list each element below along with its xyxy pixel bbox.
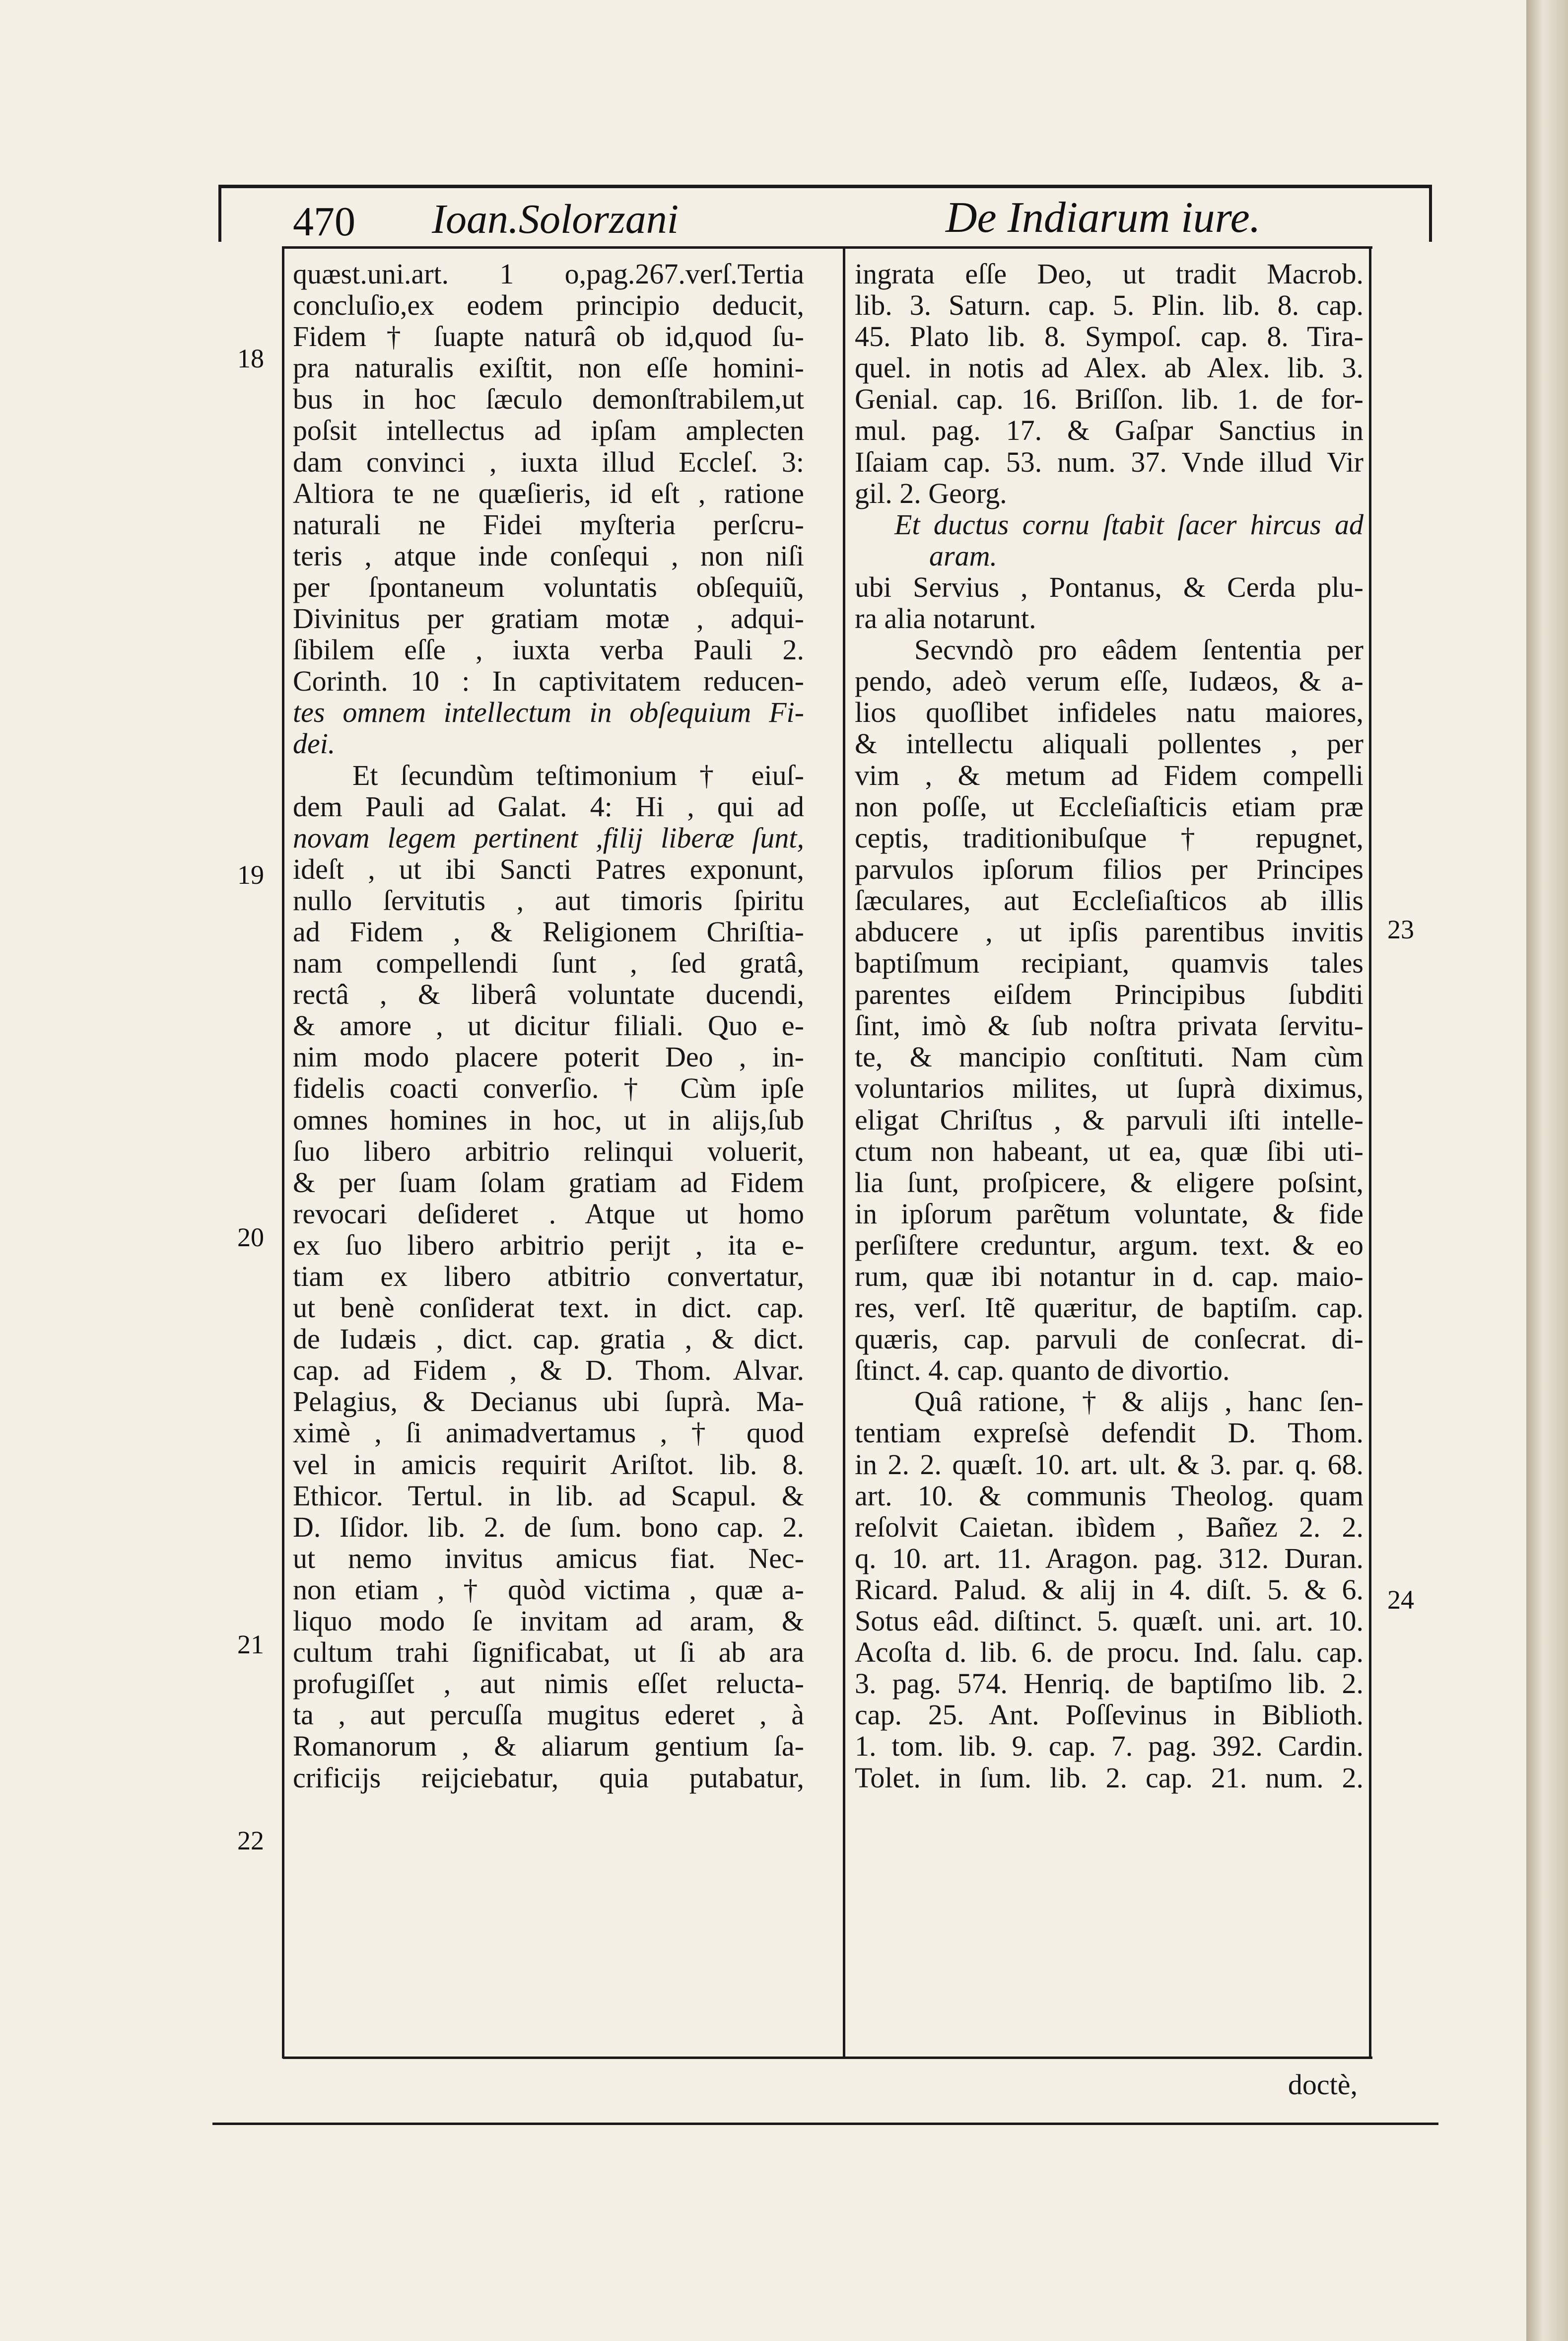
left-column-line: naturali ne Fidei myſteria perſcru-	[293, 508, 804, 541]
left-column-line: teris , atque inde conſequi , non niſi	[293, 539, 804, 572]
page-number: 470	[293, 199, 355, 245]
left-column-line: dei.	[293, 727, 336, 760]
left-column-line: profugiſſet , aut nimis eſſet relucta-	[293, 1667, 804, 1700]
margin-number-24: 24	[1387, 1585, 1414, 1615]
right-column-line: parentes eiſdem Principibus ſubditi	[855, 978, 1363, 1011]
frame-left-rule	[282, 246, 284, 2058]
right-column-line: ctum non habeant, ut ea, quæ ſibi uti-	[855, 1135, 1363, 1167]
right-column-line: ingrata eſſe Deo, ut tradit Macrob.	[855, 258, 1363, 290]
right-column-line: abducere , ut ipſis parentibus invitis	[855, 915, 1363, 948]
right-column-line: ubi Servius , Pontanus, & Cerda plu-	[855, 570, 1363, 603]
left-column-line: D. Iſidor. lib. 2. de ſum. bono cap. 2.	[293, 1510, 804, 1543]
left-column-line: tes omnem intellectum in obſequium Fi-	[293, 696, 804, 729]
left-column-line: Fidem † ſuapte naturâ ob id,quod ſu-	[293, 320, 804, 353]
left-column-line: Ethicor. Tertul. in lib. ad Scapul. &	[293, 1479, 804, 1512]
right-column-line: art. 10. & communis Theolog. quam	[855, 1479, 1363, 1512]
left-column-line: & per ſuam ſolam gratiam ad Fidem	[293, 1166, 804, 1199]
left-column-line: fidelis coacti converſio. † Cùm ipſe	[293, 1072, 804, 1105]
frame-right-rule	[1369, 246, 1371, 2058]
right-column-line: voluntarios milites, ut ſuprà diximus,	[855, 1072, 1363, 1105]
left-column-line: Divinitus per gratiam motæ , adqui-	[293, 602, 804, 635]
header-left-bracket	[218, 185, 221, 242]
right-column-line: perſiſtere creduntur, argum. text. & eo	[855, 1228, 1363, 1261]
right-column-line: 45. Plato lib. 8. Sympoſ. cap. 8. Tira-	[855, 320, 1363, 353]
right-column-line: Quâ ratione, † & alijs , hanc ſen-	[914, 1385, 1363, 1418]
left-column-line: cap. ad Fidem , & D. Thom. Alvar.	[293, 1354, 804, 1387]
right-column-line: mul. pag. 17. & Gaſpar Sanctius in	[855, 414, 1363, 447]
left-column-line: ut benè conſiderat text. in dict. cap.	[293, 1291, 804, 1324]
right-column-line: 3. pag. 574. Henriq. de baptiſmo lib. 2.	[855, 1667, 1363, 1700]
right-column-line: eligat Chriſtus , & parvuli iſti intelle-	[855, 1103, 1363, 1136]
margin-number-21: 21	[237, 1630, 264, 1659]
left-column-line: non etiam , † quòd victima , quæ a-	[293, 1573, 804, 1606]
right-column-line: ceptis, traditionibuſque † repugnet,	[855, 821, 1363, 854]
right-column-line: rum, quæ ibi notantur in d. cap. maio-	[855, 1260, 1363, 1292]
left-column-line: ta , aut percuſſa mugitus ederet , à	[293, 1699, 804, 1731]
right-column-line: Secvndò pro eâdem ſententia per	[914, 634, 1363, 666]
running-head-author: Ioan.Solorzani	[432, 196, 679, 242]
margin-number-19: 19	[237, 860, 264, 890]
catchword: doctè,	[1288, 2068, 1358, 2101]
right-column-line: Tolet. in ſum. lib. 2. cap. 21. num. 2.	[855, 1761, 1363, 1794]
left-column-line: nam compellendi ſunt , ſed gratâ,	[293, 947, 804, 980]
right-column-line: Et ductus cornu ſtabit ſacer hircus ad	[894, 508, 1363, 541]
right-column-line: in 2. 2. quæſt. 10. art. ult. & 3. par. q. 68.	[855, 1448, 1363, 1481]
right-column-line: reſolvit Caietan. ibìdem , Bañez 2. 2.	[855, 1510, 1363, 1543]
right-column-line: Sotus eâd. diſtinct. 5. quæſt. uni. art. 10.	[855, 1605, 1363, 1637]
margin-number-18: 18	[237, 344, 264, 373]
left-column-line: crificijs reijciebatur, quia putabatur,	[293, 1761, 804, 1794]
left-column-line: tiam ex libero atbitrio convertatur,	[293, 1260, 804, 1292]
right-column-line: Acoſta d. lib. 6. de procu. Ind. ſalu. cap.	[855, 1636, 1363, 1669]
left-column	[293, 258, 804, 1793]
left-column-line: cultum trahi ſignificabat, ut ſi ab ara	[293, 1636, 804, 1669]
right-column-line: cap. 25. Ant. Poſſevinus in Biblioth.	[855, 1699, 1363, 1731]
left-column-line: ſibilem eſſe , iuxta verba Pauli 2.	[293, 634, 804, 666]
right-column-line: 1. tom. lib. 9. cap. 7. pag. 392. Cardin.	[855, 1730, 1363, 1763]
left-column-line: poſsit intellectus ad ipſam amplecten	[293, 414, 804, 447]
left-column-line: bus in hoc ſæculo demonſtrabilem,ut	[293, 383, 804, 416]
left-column-line: Et ſecundùm teſtimonium † eiuſ-	[352, 759, 804, 791]
left-column-line: pra naturalis exiſtit, non eſſe homini-	[293, 352, 804, 384]
left-column-line: per ſpontaneum voluntatis obſequiũ,	[293, 570, 804, 603]
right-column-line: lios quoſlibet infideles natu maiores,	[855, 696, 1363, 729]
right-column-line: ſæculares, aut Eccleſiaſticos ab illis	[855, 884, 1363, 917]
right-column-line: baptiſmum recipiant, quamvis tales	[855, 947, 1363, 980]
right-column-line: lia ſunt, proſpicere, & eligere poſsint,	[855, 1166, 1363, 1199]
left-column-line: vel in amicis requirit Ariſtot. lib. 8.	[293, 1448, 804, 1481]
right-column-line: vim , & metum ad Fidem compelli	[855, 759, 1363, 791]
left-column-line: ut nemo invitus amicus fiat. Nec-	[293, 1542, 804, 1574]
book-spine-edge	[1526, 0, 1568, 2341]
left-column-line: & amore , ut dicitur filiali. Quo e-	[293, 1009, 804, 1042]
left-column-line: ſuo libero arbitrio relinqui voluerit,	[293, 1135, 804, 1167]
right-column-line: non poſſe, ut Eccleſiaſticis etiam præ	[855, 790, 1363, 823]
left-column-line: Altiora te ne quæſieris, id eſt , ratione	[293, 477, 804, 509]
left-column-line: revocari deſideret . Atque ut homo	[293, 1197, 804, 1230]
left-column-line: dem Pauli ad Galat. 4: Hi , qui ad	[293, 790, 804, 823]
left-column-line: ex ſuo libero arbitrio perijt , ita e-	[293, 1228, 804, 1261]
left-column-line: nullo ſervitutis , aut timoris ſpiritu	[293, 884, 804, 917]
right-column-line: q. 10. art. 11. Aragon. pag. 312. Duran.	[855, 1542, 1363, 1574]
left-column-line: concluſio,ex eodem principio deducit,	[293, 289, 804, 322]
left-column-line: nim modo placere poterit Deo , in-	[293, 1041, 804, 1073]
margin-number-22: 22	[237, 1826, 264, 1855]
left-column-line: dam convinci , iuxta illud Eccleſ. 3:	[293, 445, 804, 478]
right-column	[855, 258, 1363, 1793]
left-column-line: Romanorum , & aliarum gentium ſa-	[293, 1730, 804, 1763]
right-column-line: & intellectu aliquali pollentes , per	[855, 727, 1363, 760]
right-column-line: aram.	[929, 539, 997, 572]
right-column-line: ra alia notarunt.	[855, 602, 1036, 635]
right-column-line: Iſaiam cap. 53. num. 37. Vnde illud Vir	[855, 445, 1363, 478]
left-column-line: omnes homines in hoc, ut in alijs,ſub	[293, 1103, 804, 1136]
left-column-line: liquo modo ſe invitam ad aram, &	[293, 1605, 804, 1637]
left-column-line: ad Fidem , & Religionem Chriſtia-	[293, 915, 804, 948]
right-column-line: lib. 3. Saturn. cap. 5. Plin. lib. 8. cap.	[855, 289, 1363, 322]
right-column-line: in ipſorum parẽtum voluntate, & fide	[855, 1197, 1363, 1230]
right-column-line: ſtinct. 4. cap. quanto de divortio.	[855, 1354, 1230, 1387]
right-column-line: tentiam expreſsè defendit D. Thom.	[855, 1417, 1363, 1449]
right-column-line: quel. in notis ad Alex. ab Alex. lib. 3.	[855, 352, 1363, 384]
frame-bottom-rule	[283, 2057, 1372, 2059]
left-column-line: ideſt , ut ibi Sancti Patres exponunt,	[293, 852, 804, 885]
left-column-line: Pelagius, & Decianus ubi ſuprà. Ma-	[293, 1385, 804, 1418]
header-right-bracket	[1429, 185, 1432, 242]
bottom-rule	[212, 2123, 1438, 2125]
left-column-line: ximè , ſi animadvertamus , † quod	[293, 1417, 804, 1449]
right-column-line: gil. 2. Georg.	[855, 477, 1007, 509]
header-top-rule	[218, 185, 1432, 188]
right-column-line: ſint, imò & ſub noſtra privata ſervitu-	[855, 1009, 1363, 1042]
running-head-title: De Indiarum iure.	[946, 194, 1261, 242]
right-column-line: quæris, cap. parvuli de conſecrat. di-	[855, 1323, 1363, 1355]
right-column-line: te, & mancipio conſtituti. Nam cùm	[855, 1041, 1363, 1073]
margin-number-20: 20	[237, 1222, 264, 1252]
frame-top-rule	[283, 246, 1372, 249]
right-column-line: Genial. cap. 16. Briſſon. lib. 1. de for-	[855, 383, 1363, 416]
right-column-line: parvulos ipſorum filios per Principes	[855, 852, 1363, 885]
right-column-line: res, verſ. Itẽ quæritur, de baptiſm. cap.	[855, 1291, 1363, 1324]
right-column-line: Ricard. Palud. & alij in 4. diſt. 5. & 6.	[855, 1573, 1363, 1606]
left-column-line: quæst.uni.art. 1 o,pag.267.verſ.Tertia	[293, 258, 804, 290]
margin-number-23: 23	[1387, 915, 1414, 944]
left-column-line: de Iudæis , dict. cap. gratia , & dict.	[293, 1323, 804, 1355]
right-column-line: pendo, adeò verum eſſe, Iudæos, & a-	[855, 665, 1363, 698]
left-column-line: rectâ , & liberâ voluntate ducendi,	[293, 978, 804, 1011]
column-divider	[843, 246, 845, 2058]
left-column-line: Corinth. 10 : In captivitatem reducen-	[293, 665, 804, 698]
left-column-line: novam legem pertinent ,filij liberæ ſunt,	[293, 821, 804, 854]
